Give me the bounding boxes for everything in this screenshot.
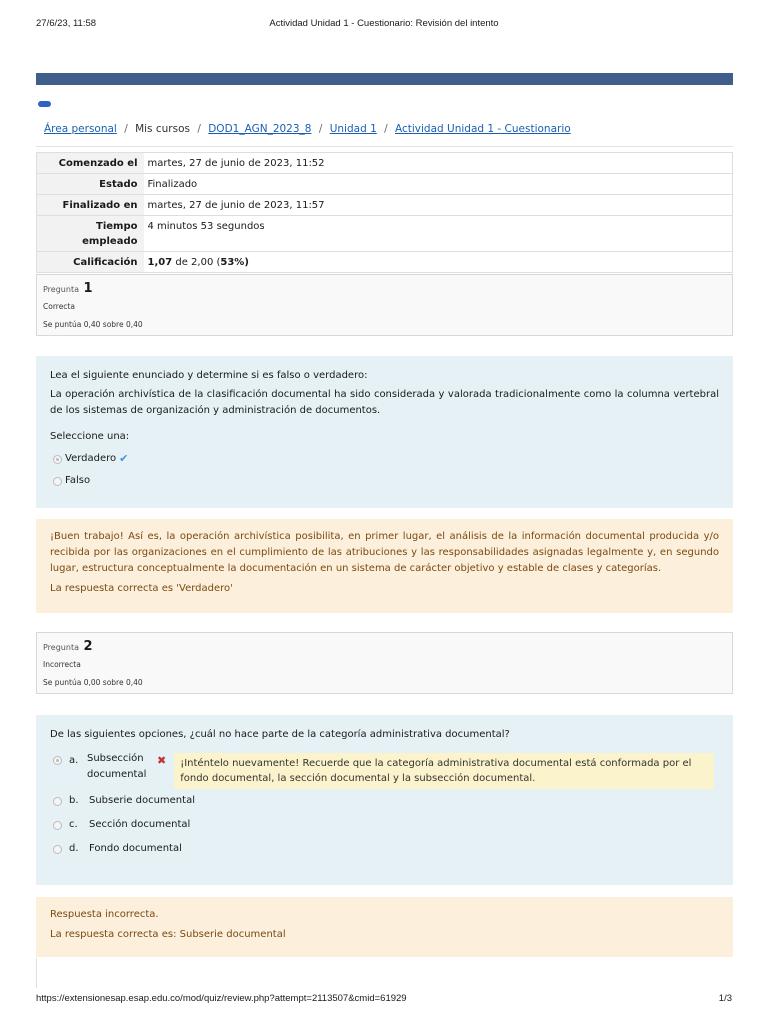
option-label: Fondo documental	[89, 843, 182, 854]
summary-label: Comenzado el	[37, 153, 144, 174]
summary-value: Finalizado	[147, 179, 198, 190]
grade-score: 1,07	[147, 257, 173, 268]
summary-value: 4 minutos 53 segundos	[147, 221, 265, 232]
summary-row-time	[37, 216, 733, 252]
question-number-value: 1	[83, 281, 93, 296]
feedback-text: Respuesta incorrecta.	[50, 909, 159, 920]
option-label: Subsección documental	[87, 753, 147, 780]
breadcrumb-separator: /	[318, 123, 323, 135]
breadcrumb-courses: Mis cursos	[135, 123, 190, 135]
breadcrumb-separator: /	[197, 123, 201, 135]
question-2-content	[36, 715, 733, 885]
radio-checked-icon[interactable]	[53, 756, 62, 765]
question-number	[43, 281, 726, 296]
correct-answer-text: La respuesta correcta es 'Verdadero'	[50, 583, 233, 594]
summary-row-finished	[37, 195, 733, 216]
option-label: Verdadero	[65, 453, 117, 464]
correct-answer-text: La respuesta correcta es: Subserie documental	[50, 929, 286, 940]
question-state: Incorrecta	[43, 660, 81, 669]
breadcrumb	[36, 114, 733, 147]
option-letter: d.	[69, 843, 79, 854]
check-icon: ✔	[119, 452, 129, 465]
site-topbar	[36, 73, 733, 85]
grade-percent: 53%	[220, 257, 245, 268]
print-url: https://extensionesap.esap.edu.co/mod/quiz/review.php?attempt=2113507&cmid=61929	[36, 993, 407, 1004]
question-statement: La operación archivística de la clasificación documental ha sido considerada y valorada tradicionalmente como la columna vertebral de los sistemas de organización y administración de documentos.	[50, 389, 719, 416]
question-intro: Lea el siguiente enunciado y determine si es falso o verdadero:	[50, 370, 368, 381]
question-grade: Se puntúa 0,40 sobre 0,40	[43, 320, 143, 329]
summary-row-state	[37, 174, 733, 195]
option-label: Sección documental	[89, 819, 191, 830]
option-label: Subserie documental	[89, 795, 195, 806]
summary-label: Tiempo empleado	[37, 216, 144, 252]
option-letter: c.	[69, 819, 78, 830]
answer-option-b[interactable]	[50, 789, 719, 813]
question-2-info	[36, 632, 733, 694]
answer-option-c[interactable]	[50, 813, 719, 837]
grade-close: )	[244, 257, 249, 268]
question-2-feedback	[36, 897, 733, 957]
breadcrumb-activity-link[interactable]: Actividad Unidad 1 - Cuestionario	[395, 123, 571, 135]
question-label: Pregunta	[43, 285, 79, 294]
feedback-text: ¡Buen trabajo! Así es, la operación archivística posibilita, en primer lugar, el análisis de la información documental producida y/o recibida por las organizaciones en el cumplimiento de las atribuciones y las responsabilidades asignadas legalmente y, en segundo lugar, estructura conceptualmente la documentación en un sistema de carácter objetivo y estable de clases y categorías.	[50, 531, 719, 574]
answer-option-false[interactable]	[50, 470, 719, 492]
print-title: Actividad Unidad 1 - Cuestionario: Revisión del intento	[269, 18, 499, 29]
answer-option-a[interactable]	[50, 753, 719, 789]
radio-icon[interactable]	[53, 821, 62, 830]
content-border	[36, 958, 37, 988]
question-1-content	[36, 356, 733, 508]
summary-label: Calificación	[37, 252, 144, 273]
option-letter: a.	[69, 755, 79, 766]
breadcrumb-unit-link[interactable]: Unidad 1	[329, 123, 377, 135]
question-1-feedback	[36, 519, 733, 613]
option-label: Falso	[65, 475, 91, 486]
question-1-info	[36, 274, 733, 336]
answer-option-d[interactable]	[50, 837, 719, 861]
breadcrumb-separator: /	[384, 123, 388, 135]
answer-prompt: Seleccione una:	[50, 431, 130, 442]
summary-value	[144, 252, 733, 273]
answer-option-true[interactable]	[50, 448, 719, 470]
option-letter: b.	[69, 795, 79, 806]
grade-rest: de 2,00 (	[172, 257, 221, 268]
print-footer	[36, 993, 732, 1007]
radio-checked-icon[interactable]	[53, 455, 62, 464]
attempt-summary-table	[36, 152, 733, 273]
inline-feedback: ¡Inténtelo nuevamente! Recuerde que la categoría administrativa documental está conformada por el fondo documental, la sección documental y la subsección documental.	[174, 753, 714, 789]
summary-row-started	[37, 153, 733, 174]
breadcrumb-home-link[interactable]: Área personal	[44, 123, 117, 135]
summary-label: Estado	[37, 174, 144, 195]
question-number-value: 2	[83, 639, 93, 654]
summary-value: martes, 27 de junio de 2023, 11:52	[147, 158, 325, 169]
question-label: Pregunta	[43, 643, 79, 652]
question-statement: De las siguientes opciones, ¿cuál no hace parte de la categoría administrativa documental?	[50, 729, 510, 740]
question-grade: Se puntúa 0,00 sobre 0,40	[43, 678, 143, 687]
radio-icon[interactable]	[53, 845, 62, 854]
question-number	[43, 639, 726, 654]
breadcrumb-course-link[interactable]: DOD1_AGN_2023_8	[208, 123, 312, 135]
radio-icon[interactable]	[53, 477, 62, 486]
summary-label: Finalizado en	[37, 195, 144, 216]
print-header	[36, 18, 732, 32]
radio-icon[interactable]	[53, 797, 62, 806]
question-state: Correcta	[43, 302, 75, 311]
print-date: 27/6/23, 11:58	[36, 18, 97, 29]
summary-row-grade	[37, 252, 733, 273]
breadcrumb-separator: /	[124, 123, 128, 135]
user-menu-toggle[interactable]	[38, 101, 51, 107]
summary-value: martes, 27 de junio de 2023, 11:57	[147, 200, 325, 211]
cross-icon: ✖	[157, 754, 167, 767]
print-page-number: 1/3	[718, 993, 732, 1004]
